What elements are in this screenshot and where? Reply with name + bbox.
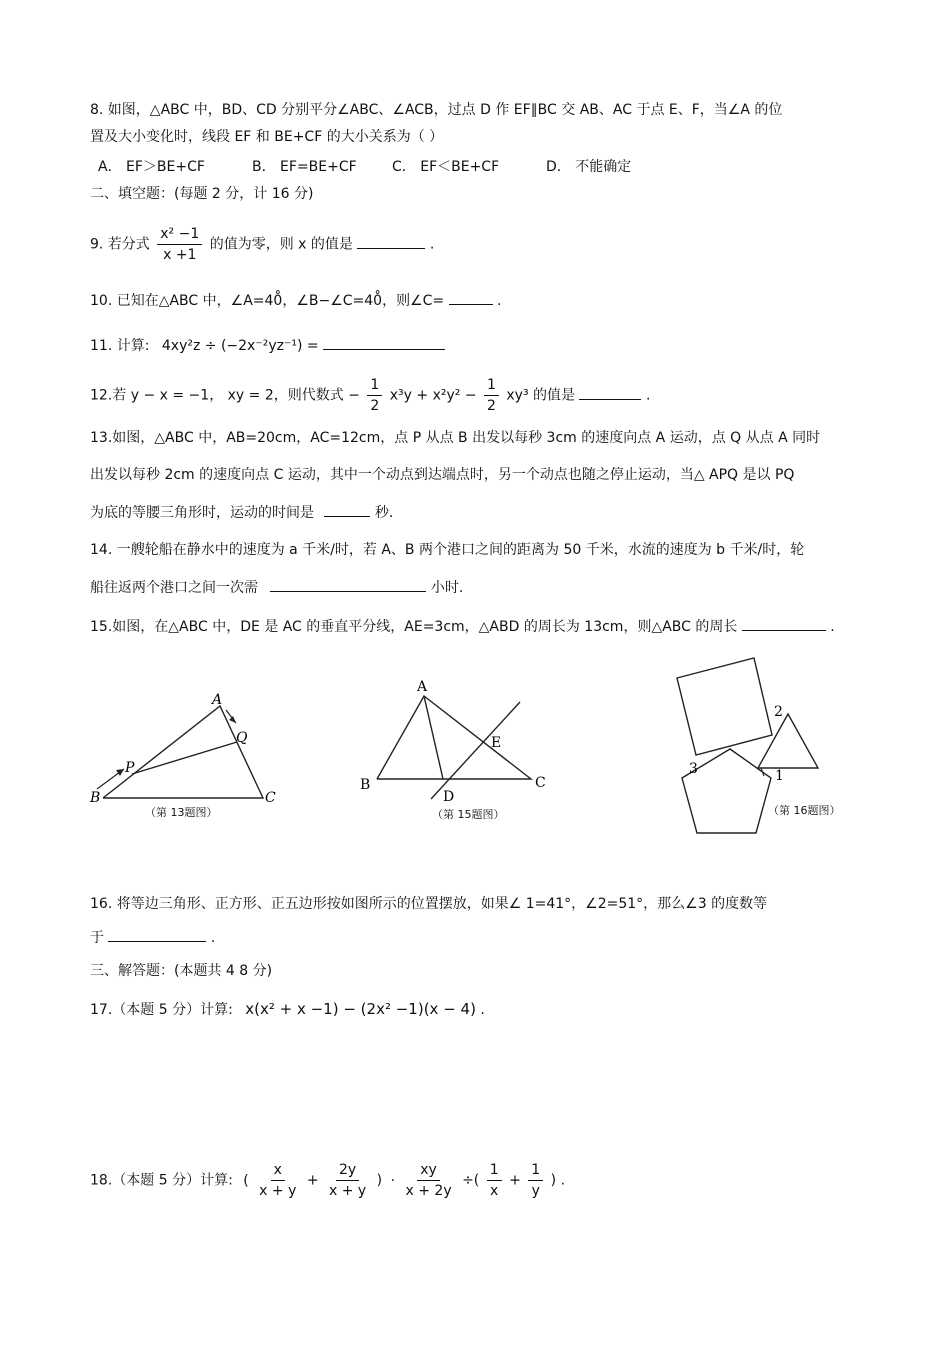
q12-half-2-den: 2 — [487, 398, 496, 414]
q12-prefix: 12.若 — [90, 387, 127, 404]
q15 — [90, 616, 835, 637]
q18-frac-5-den: y — [531, 1183, 540, 1199]
q9 — [90, 224, 434, 265]
section-2-heading: 二、填空题：(每题 2 分，计 16 分) — [90, 186, 314, 202]
q13-line3 — [90, 502, 393, 523]
q15-end: . — [830, 619, 835, 635]
fig13-caption: （第 13题图） — [145, 806, 218, 819]
q15-text: 15.如图，在△ABC 中，DE 是 AC 的垂直平分线，AE=3cm，△ABD 的周长为 13cm，则△ABC 的周长 — [90, 619, 738, 635]
q18-frac-4 — [487, 1160, 502, 1201]
q10-answer-blank[interactable] — [449, 290, 493, 305]
q12-answer-blank[interactable] — [579, 385, 641, 400]
q8-line2: 置及大小变化时，线段 EF 和 BE+CF 的大小关系为（ ） — [90, 129, 444, 145]
q12-expr-a: x³y + x²y² − — [389, 387, 477, 404]
q18-frac-5 — [528, 1160, 543, 1201]
q13-end: 秒. — [374, 505, 394, 521]
q18-frac-3-den: x + 2y — [405, 1183, 452, 1199]
q13-line3-text: 为底的等腰三角形时，运动的时间是 — [90, 505, 314, 521]
q12-half-1-num: 1 — [367, 375, 382, 396]
q18-frac-5-num: 1 — [528, 1160, 543, 1181]
q10-text: 10. 已知在△ABC 中，∠A=40̊，∠B−∠C=40̊，则∠C= — [90, 293, 445, 309]
fig16-label-2: 2 — [774, 704, 783, 720]
q18-frac-4-den: x — [490, 1183, 499, 1199]
fig15-label-e: E — [491, 735, 502, 751]
q8-line1: 8. 如图，△ABC 中，BD、CD 分别平分∠ABC、∠ACB，过点 D 作 EF∥BC 交 AB、AC 于点 E、F，当∠A 的位 — [90, 102, 783, 118]
q18-frac-1-num: x — [271, 1160, 285, 1181]
q9-end: . — [429, 236, 435, 253]
q17-expression: x(x² + x −1) − (2x² −1)(x − 4) — [245, 1000, 476, 1018]
q15-answer-blank[interactable] — [742, 616, 826, 631]
q12-half-2-num: 1 — [484, 375, 499, 396]
fig13-label-b: B — [90, 790, 101, 806]
q8-option-d: D． 不能确定 — [546, 159, 632, 175]
q18-frac-4-num: 1 — [487, 1160, 502, 1181]
q14-line2 — [90, 577, 463, 598]
figure-13 — [85, 690, 285, 810]
fig13-label-q: Q — [236, 730, 248, 746]
q18-frac-3-num: xy — [417, 1160, 440, 1181]
fig15-label-a: A — [417, 679, 428, 695]
q18: 18.（本题 5 分）计算: ( $\frac{x}{x + y}$ + $\frac{2y}{x + y}$ ) · $\frac{xy}{x + 2y}$ ÷( $\frac{1}{x}$ + $\frac{1}{y}$ ) . — [90, 1162, 566, 1199]
fig15-label-d: D — [443, 789, 455, 805]
q11-answer-blank[interactable] — [323, 335, 445, 350]
q12-end: . — [645, 387, 651, 404]
q18-end: . — [560, 1172, 566, 1189]
q9-suffix: 的值为零，则 x 的值是 — [209, 236, 353, 253]
q18-frac-2-den: x + y — [329, 1183, 367, 1199]
q16-line2 — [90, 927, 215, 948]
q9-prefix: 9. 若分式 — [90, 236, 150, 253]
fig13-label-p: P — [125, 760, 135, 776]
q12: 12.若 y − x = −1， xy = 2，则代数式 − $\frac{1}{2}$ x³y + x²y² − $\frac{1}{2}$ xy³ 的值是 . — [90, 377, 651, 414]
fig15-label-c: C — [535, 775, 546, 791]
q11-prefix: 11. 计算: — [90, 338, 150, 354]
q9-numerator: x² −1 — [157, 224, 202, 245]
q12-half-1 — [367, 375, 382, 416]
section-3-heading: 三、解答题：(本题共 4 8 分) — [90, 963, 273, 979]
q18-frac-2 — [326, 1160, 369, 1201]
fig13-label-c: C — [265, 790, 276, 806]
q10 — [90, 290, 502, 311]
q17-prefix: 17.（本题 5 分）计算: — [90, 1002, 233, 1018]
q9-fraction — [157, 224, 202, 265]
q18-prefix: 18.（本题 5 分）计算: — [90, 1172, 233, 1189]
fig13-label-a: A — [212, 692, 223, 708]
fig16-label-3: 3 — [689, 761, 698, 777]
q12-half-2 — [484, 375, 499, 416]
q16-end: . — [210, 930, 216, 946]
q13-answer-blank[interactable] — [324, 502, 370, 517]
q11 — [90, 335, 445, 356]
q9-denominator: x +1 — [163, 247, 197, 263]
q11-expression: 4xy²z ÷ (−2x⁻²yz⁻¹) = — [161, 338, 319, 354]
fig15-caption: （第 15题图） — [432, 808, 505, 821]
fig15-label-b: B — [360, 777, 371, 793]
q18-frac-1-den: x + y — [259, 1183, 297, 1199]
q13-line2: 出发以每秒 2cm 的速度向点 C 运动，其中一个动点到达端点时，另一个动点也随之停止运动，当△ APQ 是以 PQ — [90, 467, 795, 483]
q16-answer-blank[interactable] — [108, 927, 206, 942]
q12-expr-b: xy³ — [506, 387, 529, 404]
q16-line2-text: 于 — [90, 930, 104, 946]
q12-condition: y − x = −1， xy = 2，则代数式 — [130, 387, 344, 404]
figure-15 — [355, 675, 555, 805]
q18-frac-3 — [403, 1160, 455, 1201]
q18-frac-1 — [256, 1160, 299, 1201]
q9-answer-blank[interactable] — [357, 234, 425, 249]
q12-suffix: 的值是 — [533, 387, 576, 404]
q14-end: 小时. — [430, 580, 464, 596]
q13-line1: 13.如图，△ABC 中，AB=20cm，AC=12cm，点 P 从点 B 出发以每秒 3cm 的速度向点 A 运动，点 Q 从点 A 同时 — [90, 430, 821, 446]
fig16-label-1: 1 — [775, 768, 784, 784]
q14-line2-text: 船往返两个港口之间一次需 — [90, 580, 258, 596]
q8-option-a: A． EF＞BE+CF — [98, 159, 205, 175]
q17 — [90, 999, 485, 1020]
q8-option-c: C． EF＜BE+CF — [392, 159, 500, 175]
q12-half-1-den: 2 — [370, 398, 380, 414]
q17-end: . — [480, 1002, 485, 1018]
fig16-caption: （第 16题图） — [768, 804, 841, 817]
q14-answer-blank[interactable] — [270, 577, 426, 592]
q10-end: . — [497, 293, 502, 309]
q16-line1: 16. 将等边三角形、正方形、正五边形按如图所示的位置摆放，如果∠ 1=41°，∠2=51°，那么∠3 的度数等 — [90, 896, 768, 912]
q14-line1: 14. 一艘轮船在静水中的速度为 a 千米/时，若 A、B 两个港口之间的距离为 50 千米，水流的速度为 b 千米/时，轮 — [90, 542, 805, 558]
q18-frac-2-num: 2y — [336, 1160, 359, 1181]
q8-option-b: B． EF=BE+CF — [252, 159, 357, 175]
